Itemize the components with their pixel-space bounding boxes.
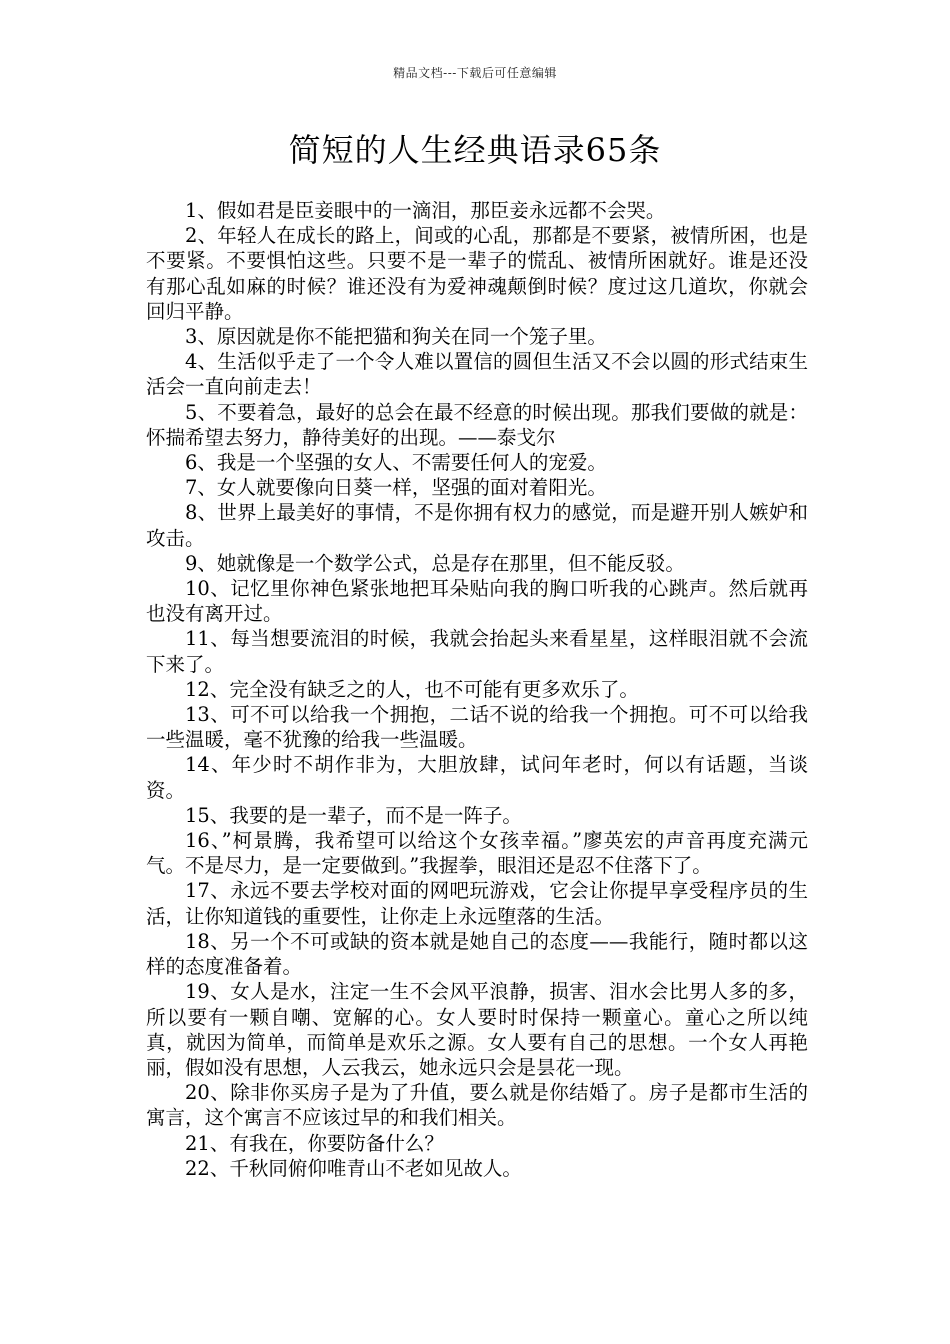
quote-paragraph: 10、记忆里你神色紧张地把耳朵贴向我的胸口听我的心跳声。然后就再也没有离开过。 <box>146 577 808 626</box>
document-title: 简短的人生经典语录65条 <box>288 131 662 169</box>
header-note: 精品文档---下载后可任意编辑 <box>393 66 557 80</box>
quote-paragraph: 4、生活似乎走了一个令人难以置信的圆但生活又不会以圆的形式结束生活会一直向前走去！ <box>146 350 808 399</box>
quote-paragraph: 16、”柯景腾，我希望可以给这个女孩幸福。”廖英宏的声音再度充满元气。不是尽力，是一定要做到。”我握拳，眼泪还是忍不住落下了。 <box>146 829 808 878</box>
quote-paragraph: 15、我要的是一辈子，而不是一阵子。 <box>185 803 522 827</box>
quote-paragraph: 2、年轻人在成长的路上，间或的心乱，那都是不要紧，被情所困，也是不要紧。不要惧怕这些。只要不是一辈子的慌乱、被情所困就好。谁是还没有那心乱如麻的时候？谁还没有为爱神魂颠倒时候？度过这几道坎，你就会回归平静。 <box>146 224 808 323</box>
quote-list <box>146 198 808 1181</box>
quote-paragraph: 20、除非你买房子是为了升值，要么就是你结婚了。房子是都市生活的寓言，这个寓言不应该过早的和我们相关。 <box>146 1081 808 1130</box>
quote-paragraph: 7、女人就要像向日葵一样，坚强的面对着阳光。 <box>185 476 607 500</box>
quote-paragraph: 13、可不可以给我一个拥抱，二话不说的给我一个拥抱。可不可以给我一些温暖，毫不犹豫的给我一些温暖。 <box>146 703 808 752</box>
quote-paragraph: 5、不要着急，最好的总会在最不经意的时候出现。那我们要做的就是：怀揣希望去努力，静待美好的出现。——泰戈尔 <box>146 400 808 449</box>
quote-paragraph: 14、年少时不胡作非为，大胆放肆，试问年老时，何以有话题，当谈资。 <box>146 753 808 802</box>
quote-paragraph: 9、她就像是一个数学公式，总是存在那里，但不能反驳。 <box>185 551 685 575</box>
quote-paragraph: 17、永远不要去学校对面的网吧玩游戏，它会让你提早享受程序员的生活，让你知道钱的重要性，让你走上永远堕落的生活。 <box>146 879 808 928</box>
quote-paragraph: 3、原因就是你不能把猫和狗关在同一个笼子里。 <box>185 325 607 349</box>
quote-paragraph: 21、有我在，你要防备什么？ <box>185 1131 444 1155</box>
quote-paragraph: 19、女人是水，注定一生不会风平浪静，损害、泪水会比男人多的多，所以要有一颗自嘲、宽解的心。女人要时时保持一颗童心。童心之所以纯真，就因为简单，而简单是欢乐之源。女人要有自己的思想。一个女人再艳丽，假如没有思想，人云我云，她永远只会是昙花一现。 <box>146 980 808 1079</box>
quote-paragraph: 6、我是一个坚强的女人、不需要任何人的宠爱。 <box>185 451 607 475</box>
quote-paragraph: 12、完全没有缺乏之的人，也不可能有更多欢乐了。 <box>185 677 639 701</box>
quote-paragraph: 1、假如君是臣妾眼中的一滴泪，那臣妾永远都不会哭。 <box>185 199 666 222</box>
quote-paragraph: 18、另一个不可或缺的资本就是她自己的态度——我能行，随时都以这样的态度准备着。 <box>146 929 808 979</box>
quote-paragraph: 11、每当想要流泪的时候，我就会抬起头来看星星，这样眼泪就不会流下来了。 <box>146 627 808 676</box>
quote-paragraph: 22、千秋同俯仰唯青山不老如见故人。 <box>185 1156 522 1180</box>
quote-paragraph: 8、世界上最美好的事情，不是你拥有权力的感觉，而是避开别人嫉妒和攻击。 <box>146 501 808 550</box>
